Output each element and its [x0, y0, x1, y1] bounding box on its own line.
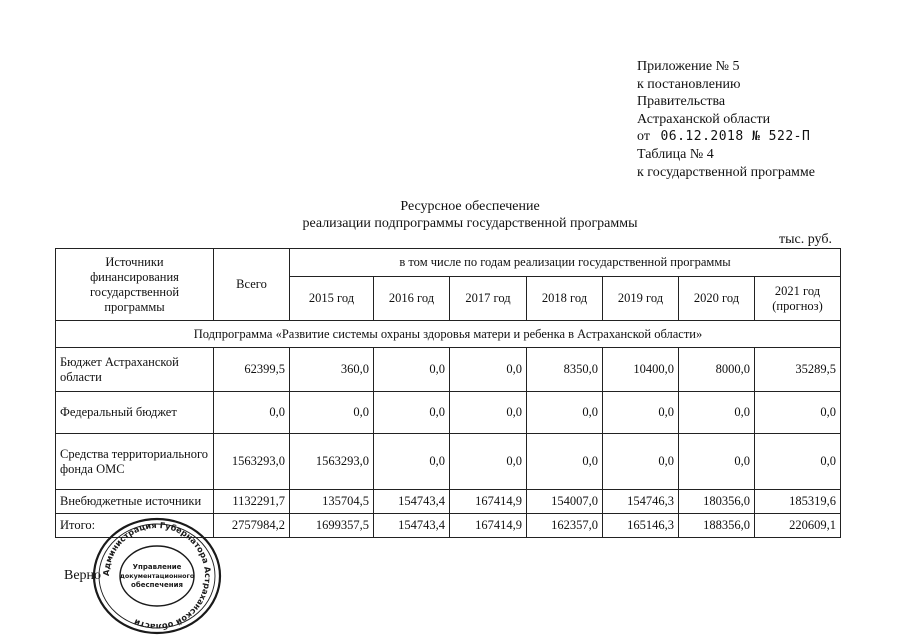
cell: 0,0 [527, 392, 603, 434]
header-total: Всего [214, 249, 290, 321]
appendix-program-ref: к государственной программе [637, 164, 815, 180]
cell: 1563293,0 [214, 434, 290, 490]
header-year: 2015 год [290, 277, 374, 321]
cell: 0,0 [290, 392, 374, 434]
table-row [56, 392, 841, 434]
cell: 0,0 [374, 348, 450, 392]
row-label: Бюджет Астраханской области [56, 348, 214, 392]
header-year: 2020 год [679, 277, 755, 321]
stamp-center-line: документационного [119, 572, 195, 580]
stamp-center-line: Управление [132, 563, 182, 571]
cell: 0,0 [450, 348, 527, 392]
row-label: Итого: [56, 514, 214, 538]
appendix-date-prefix: от [637, 129, 650, 145]
cell: 185319,6 [755, 490, 841, 514]
header-source: Источники финансирования государственной программы [56, 249, 214, 321]
table-row [56, 490, 841, 514]
cell: 154743,4 [374, 490, 450, 514]
cell: 35289,5 [755, 348, 841, 392]
appendix-table-ref: Таблица № 4 [637, 146, 714, 162]
title-line-2: реализации подпрограммы государственной программы [302, 216, 638, 231]
row-label: Внебюджетные источники [56, 490, 214, 514]
cell: 10400,0 [603, 348, 679, 392]
cell: 154746,3 [603, 490, 679, 514]
cell: 0,0 [679, 392, 755, 434]
stamp-ring-text: Администрация Губернатора Астраханской области [100, 519, 214, 633]
cell: 8350,0 [527, 348, 603, 392]
document-title [240, 198, 700, 232]
header-year: 2016 год [374, 277, 450, 321]
cell: 0,0 [450, 392, 527, 434]
cell: 0,0 [374, 392, 450, 434]
row-label: Средства территориального фонда ОМС [56, 434, 214, 490]
cell: 0,0 [603, 392, 679, 434]
cell: 220609,1 [755, 514, 841, 538]
cell: 0,0 [679, 434, 755, 490]
cell: 0,0 [603, 434, 679, 490]
cell: 8000,0 [679, 348, 755, 392]
title-line-1: Ресурсное обеспечение [400, 199, 540, 214]
cell: 1699357,5 [290, 514, 374, 538]
cell: 0,0 [755, 434, 841, 490]
appendix-date-handwritten: 06.12.2018 № 522-П [660, 129, 811, 145]
unit-label: тыс. руб. [779, 232, 832, 247]
subprogram-row: Подпрограмма «Развитие системы охраны здоровья матери и ребенка в Астраханской области» [56, 321, 841, 348]
header-year: 2017 год [450, 277, 527, 321]
cell: 1563293,0 [290, 434, 374, 490]
cell: 0,0 [450, 434, 527, 490]
header-years-group: в том числе по годам реализации государственной программы [290, 249, 841, 277]
table-row [56, 348, 841, 392]
verno-label: Верно [64, 568, 102, 583]
table-row [56, 434, 841, 490]
appendix-line: Астраханской области [637, 111, 771, 127]
cell: 2757984,2 [214, 514, 290, 538]
appendix-line: Правительства [637, 94, 726, 110]
cell: 0,0 [527, 434, 603, 490]
appendix-date [637, 128, 897, 146]
cell: 188356,0 [679, 514, 755, 538]
row-label: Федеральный бюджет [56, 392, 214, 434]
appendix-line: к постановлению [637, 76, 741, 92]
cell: 154007,0 [527, 490, 603, 514]
header-year: 2021 год (прогноз) [755, 277, 841, 321]
cell: 180356,0 [679, 490, 755, 514]
appendix-line: Приложение № 5 [637, 59, 740, 74]
cell: 154743,4 [374, 514, 450, 538]
cell: 62399,5 [214, 348, 290, 392]
header-year: 2018 год [527, 277, 603, 321]
scan-marks [540, 0, 770, 4]
cell: 1132291,7 [214, 490, 290, 514]
cell: 167414,9 [450, 490, 527, 514]
cell: 165146,3 [603, 514, 679, 538]
official-stamp [91, 516, 223, 636]
resource-table [55, 248, 841, 538]
cell: 0,0 [214, 392, 290, 434]
header-year: 2019 год [603, 277, 679, 321]
cell: 0,0 [755, 392, 841, 434]
cell: 167414,9 [450, 514, 527, 538]
cell: 0,0 [374, 434, 450, 490]
cell: 360,0 [290, 348, 374, 392]
stamp-center-line: обеспечения [131, 581, 183, 589]
appendix-block [637, 58, 897, 181]
cell: 135704,5 [290, 490, 374, 514]
cell: 162357,0 [527, 514, 603, 538]
